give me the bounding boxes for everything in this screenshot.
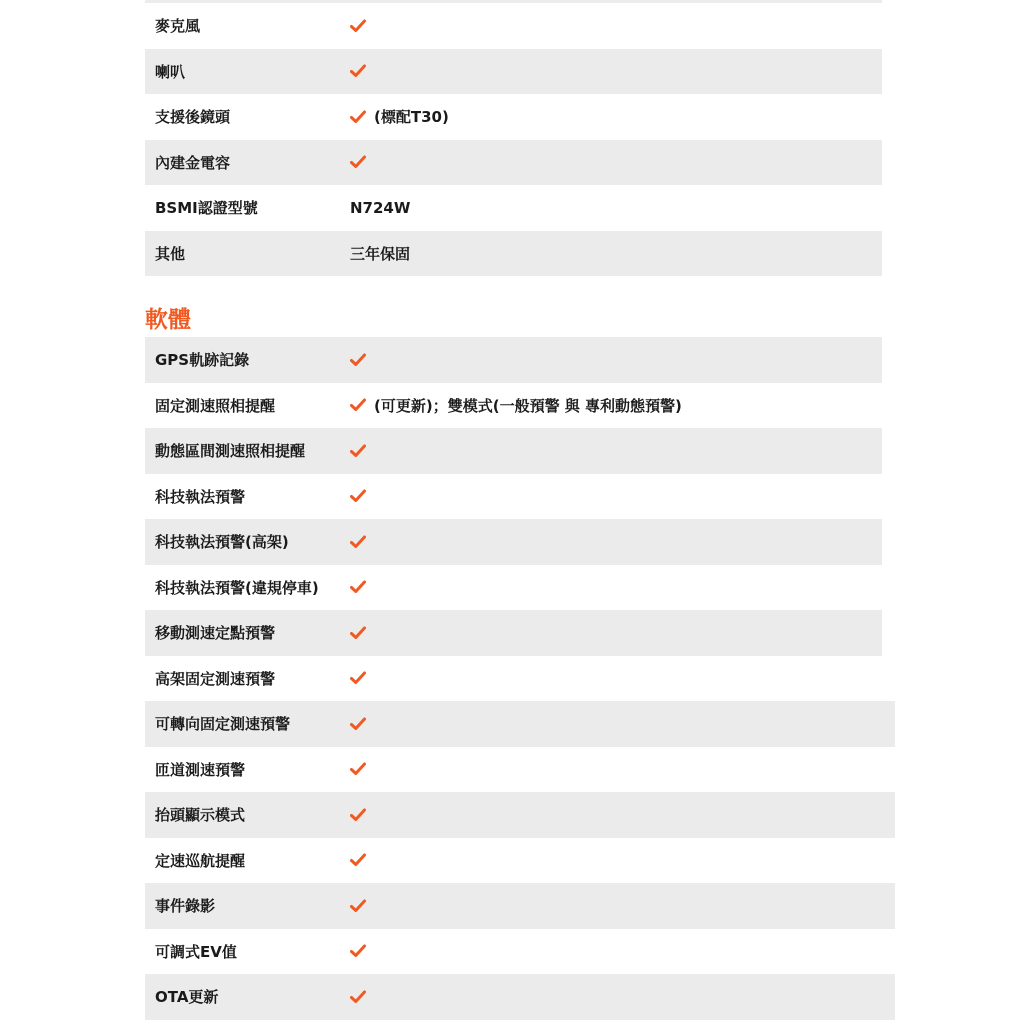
table-row [145,519,882,565]
row-value-text: N724W [350,198,411,217]
checkmark-icon [350,671,366,685]
row-label: 內建金電容 [155,153,231,172]
row-value [350,395,682,416]
row-value [350,580,374,594]
row-value-text: (標配T30) [374,108,449,127]
table-row [145,185,882,231]
row-value [350,489,374,503]
checkmark-icon [350,353,366,367]
table-row [145,140,882,186]
checkmark-icon [350,717,366,731]
row-value [350,535,374,549]
table-row [145,3,882,49]
row-label: 可調式EV值 [155,942,237,961]
checkmark-icon [350,535,366,549]
checkmark-icon [350,398,366,412]
checkmark-icon [350,444,366,458]
checkmark-icon [350,762,366,776]
row-value [350,243,410,264]
row-value [350,353,374,367]
checkmark-icon [350,626,366,640]
checkmark-icon [350,853,366,867]
row-value [350,762,374,776]
checkmark-icon [350,489,366,503]
row-label: GPS軌跡記錄 [155,351,250,370]
table-row [145,929,895,975]
checkmark-icon [350,899,366,913]
row-label: 定速巡航提醒 [155,851,246,870]
row-value-text: 三年保固 [350,244,411,263]
checkmark-icon [350,155,366,169]
table-row [145,838,895,884]
row-value [350,155,374,169]
software-spec-table [145,337,882,1020]
checkmark-icon [350,944,366,958]
table-row [145,231,882,277]
row-label: 抬頭顯示模式 [155,806,246,825]
checkmark-icon [350,64,366,78]
table-row [145,474,882,520]
software-section-title: 軟體 [145,307,191,333]
checkmark-icon [350,808,366,822]
row-label: 可轉向固定測速預警 [155,715,291,734]
table-row [145,747,895,793]
row-value [350,64,374,78]
row-label: 科技執法預警(高架) [155,533,289,552]
row-label: 高架固定測速預警 [155,669,276,688]
row-label: 移動測速定點預警 [155,624,276,643]
row-value [350,899,374,913]
table-row [145,94,882,140]
row-label: 喇叭 [155,62,186,81]
checkmark-icon [350,580,366,594]
row-value [350,106,449,127]
checkmark-icon [350,110,366,124]
row-label: 動態區間測速照相提醒 [155,442,306,461]
table-row [145,49,882,95]
table-row [145,656,882,702]
table-row [145,337,882,383]
row-value [350,671,374,685]
row-label: 科技執法預警(違規停車) [155,578,319,597]
row-label: 支援後鏡頭 [155,108,231,127]
row-label: 事件錄影 [155,897,216,916]
table-row [145,883,895,929]
row-value [350,990,374,1004]
table-row [145,428,882,474]
row-value [350,199,410,217]
table-row [145,383,882,429]
row-value [350,853,374,867]
row-label: 其他 [155,244,186,263]
row-label: 匝道測速預警 [155,760,246,779]
table-row [145,610,882,656]
table-row [145,974,895,1020]
hardware-spec-table [145,3,882,276]
row-label: 科技執法預警 [155,487,246,506]
row-label: OTA更新 [155,988,219,1007]
row-label: 麥克風 [155,17,201,36]
row-value [350,444,374,458]
row-value [350,944,374,958]
checkmark-icon [350,990,366,1004]
row-value [350,717,374,731]
row-label: BSMI認證型號 [155,199,258,218]
row-value [350,19,374,33]
row-label: 固定測速照相提醒 [155,396,276,415]
row-value [350,808,374,822]
table-row [145,701,895,747]
table-row [145,792,895,838]
checkmark-icon [350,19,366,33]
row-value [350,626,374,640]
row-value-text: (可更新)；雙模式(一般預警 與 專利動態預警) [374,396,682,415]
table-row [145,565,882,611]
